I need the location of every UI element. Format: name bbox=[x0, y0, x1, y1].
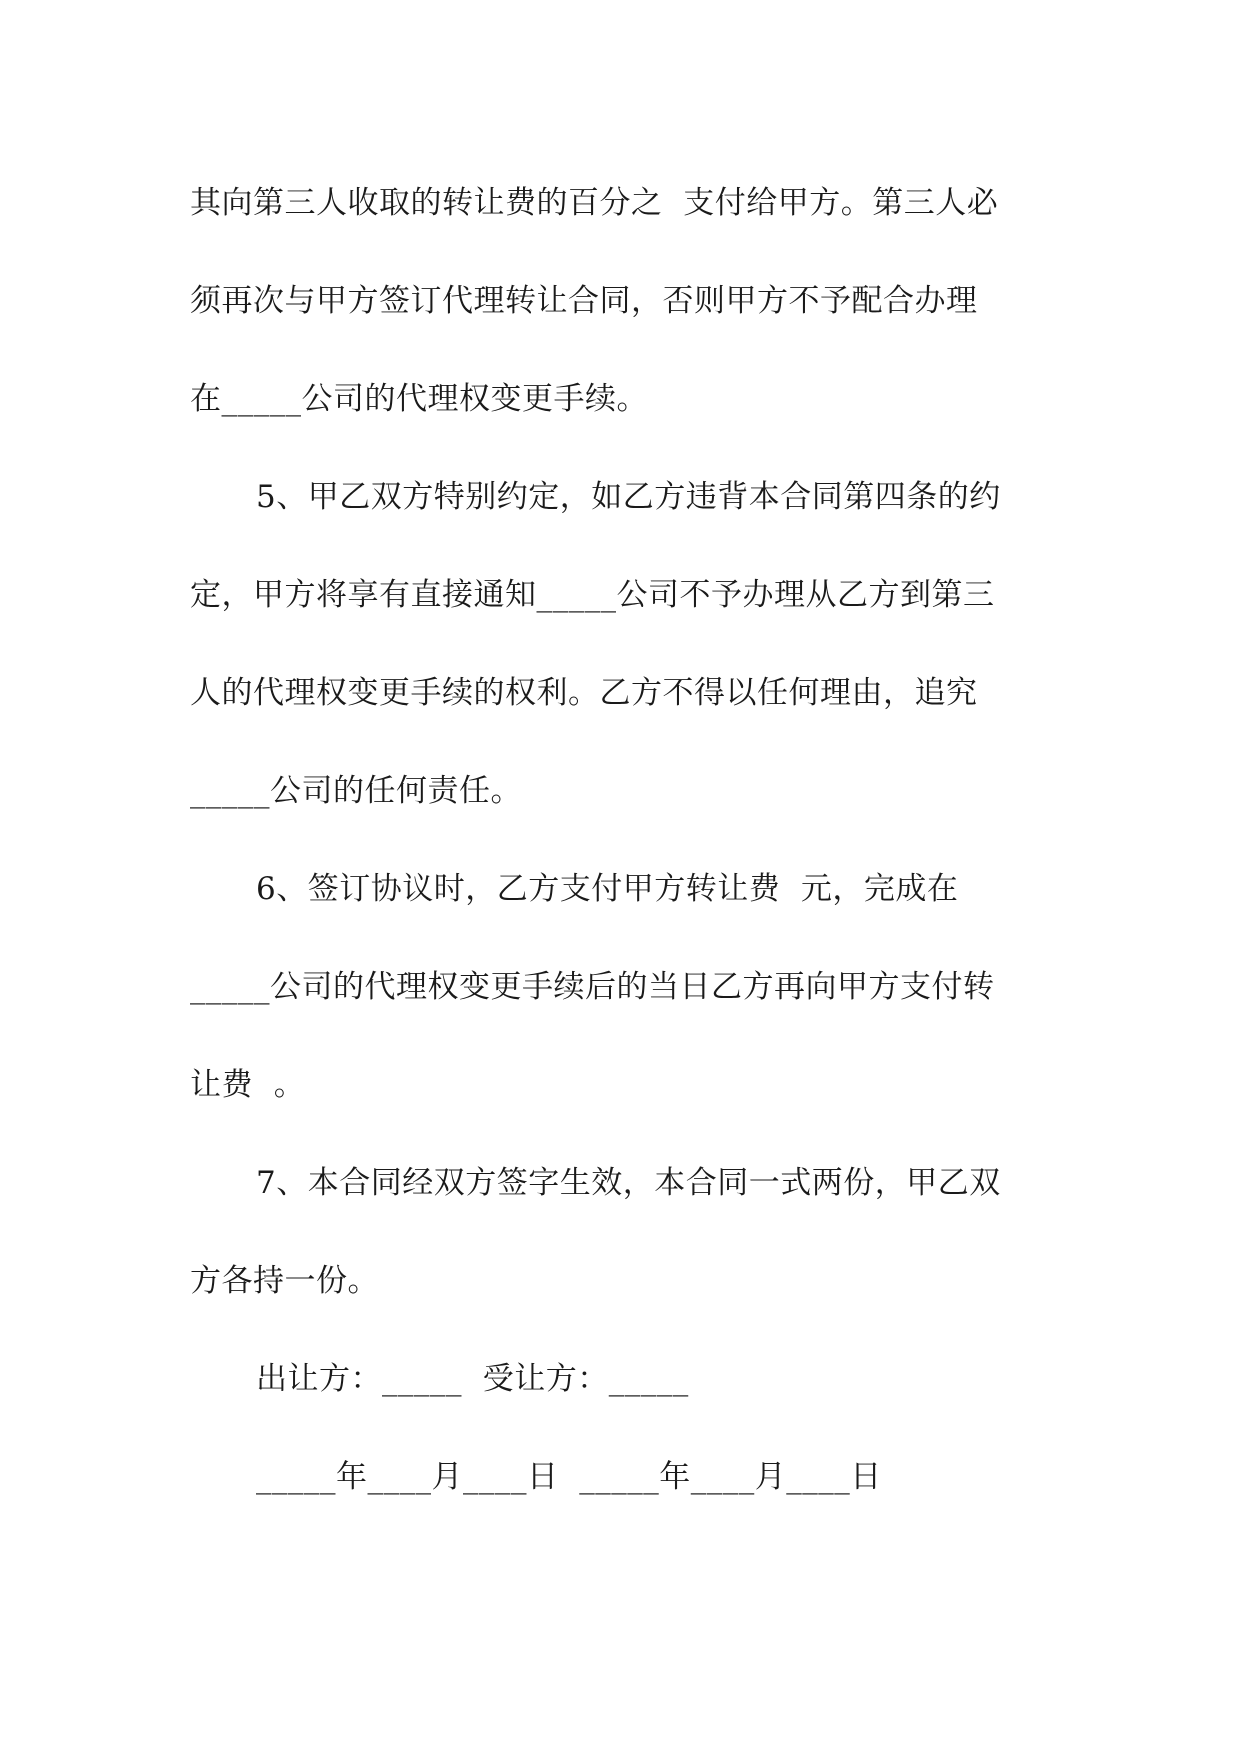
clause-5-line-2: 定，甲方将享有直接通知_____公司不予办理从乙方到第三 bbox=[190, 577, 995, 613]
clause-7-line-1: 7、本合同经双方签字生效，本合同一式两份，甲乙双 bbox=[256, 1165, 1001, 1201]
signature-parties: 出让方：_____ 受让方：_____ bbox=[256, 1361, 689, 1397]
clause-6-line-2: _____公司的代理权变更手续后的当日乙方再向甲方支付转 bbox=[190, 969, 995, 1005]
clause-6-line-1: 6、签订协议时，乙方支付甲方转让费 元，完成在 bbox=[256, 871, 959, 907]
clause-6-line-3: 让费 。 bbox=[190, 1067, 306, 1103]
clause-7-line-2: 方各持一份。 bbox=[190, 1263, 379, 1299]
clause-5-line-1: 5、甲乙双方特别约定，如乙方违背本合同第四条的约 bbox=[256, 479, 1001, 515]
signature-dates: _____年____月____日 _____年____月____日 bbox=[256, 1459, 882, 1495]
clause-4-line-1: 其向第三人收取的转让费的百分之 支付给甲方。第三人必 bbox=[190, 185, 999, 221]
clause-5-line-4: _____公司的任何责任。 bbox=[190, 773, 522, 809]
clause-4-line-3: 在_____公司的代理权变更手续。 bbox=[190, 381, 648, 417]
clause-4-line-2: 须再次与甲方签订代理转让合同，否则甲方不予配合办理 bbox=[190, 283, 978, 319]
clause-5-line-3: 人的代理权变更手续的权利。乙方不得以任何理由，追究 bbox=[190, 675, 978, 711]
